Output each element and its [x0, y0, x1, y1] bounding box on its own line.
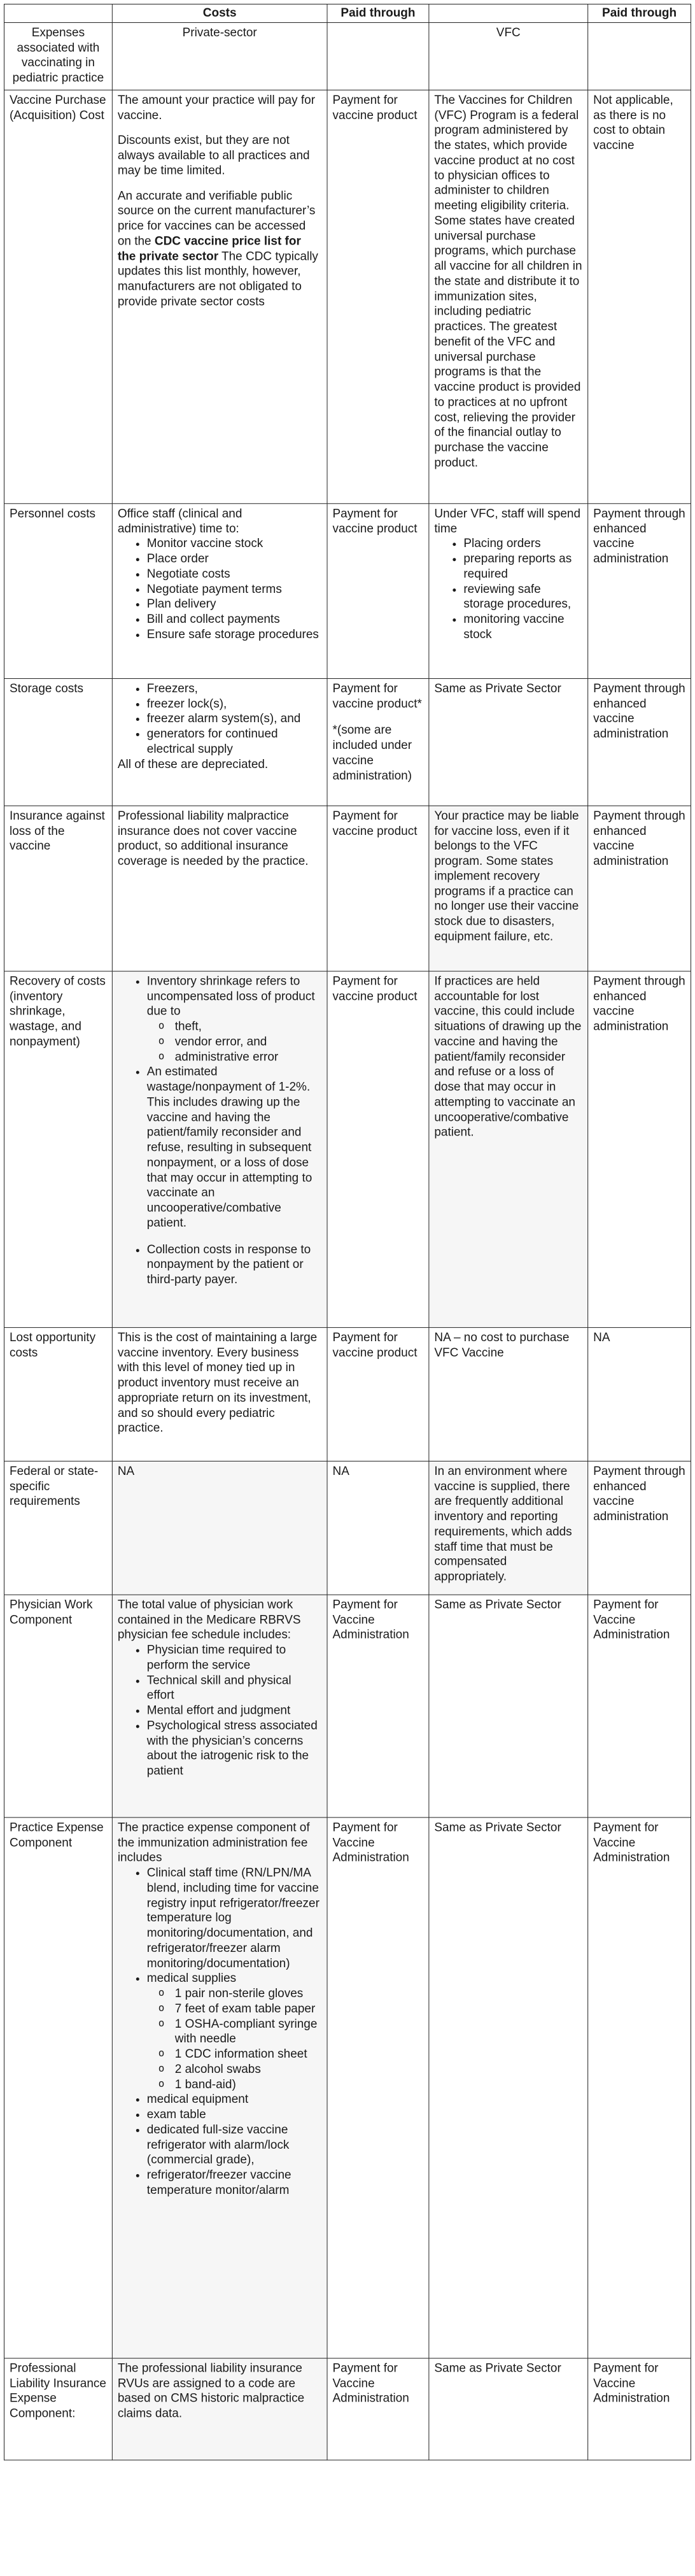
list-item: • An estimated wastage/nonpayment of 1-2%. This includes drawing up the vaccine and having the patient/family reconsider and refuse, resulting in subsequent nonpayment, or a loss of dose that may occur in attempting to vaccinate an uncooperative/combative patient.	[147, 1065, 322, 1231]
paid-vfc-cell: Payment through enhanced vaccine administration	[588, 678, 691, 806]
sub-list-item: o 1 pair non-sterile gloves	[175, 1986, 322, 2002]
row-practice-expense	[4, 1818, 691, 2358]
paragraph: Office staff (clinical and administrative) time to:	[117, 507, 242, 536]
row-professional-liability	[4, 2358, 691, 2460]
private-cell	[112, 1818, 327, 2358]
list-item	[147, 974, 322, 1064]
bullet-list	[118, 1242, 322, 1288]
row-label: Lost opportunity costs	[4, 1327, 112, 1461]
paid-private-cell: Payment for Vaccine Administration	[327, 2358, 429, 2460]
private-cell	[112, 678, 327, 806]
list-item: • reviewing safe storage procedures,	[463, 582, 582, 612]
header-private-sector: Private-sector	[112, 22, 327, 90]
private-cell	[112, 1595, 327, 1818]
bullet-list	[434, 536, 582, 642]
header-blank-2	[429, 4, 588, 22]
sub-list-item: o theft,	[175, 1020, 322, 1035]
bullet-list	[118, 1865, 322, 2198]
vfc-cell: If practices are held accountable for lost vaccine, this could include situations of drawing up the vaccine and having the patient/family reconsider and refuse or a loss of dose that may occur in attempting to vaccinate an uncooperative/combative patient.	[429, 971, 588, 1327]
paid-vfc-cell: Payment through enhanced vaccine administration	[588, 1461, 691, 1595]
sub-list-item: o 7 feet of exam table paper	[175, 2002, 322, 2017]
footnote: *(some are included under vaccine administration)	[332, 723, 412, 783]
vfc-cell: In an environment where vaccine is supplied, there are frequently additional inventory and reporting requirements, which adds staff time that must be compensated appropriately.	[429, 1461, 588, 1595]
vfc-cell: Same as Private Sector	[429, 1818, 588, 2358]
header-blank-3	[327, 22, 429, 90]
list-item: • Plan delivery	[147, 597, 322, 612]
header-blank-4	[588, 22, 691, 90]
header-paid-through-private: Paid through	[327, 4, 429, 22]
paragraph: Discounts exist, but they are not always available to all practices and may be time limited.	[117, 134, 310, 178]
bullet-list	[118, 681, 322, 757]
header-costs: Costs	[112, 4, 327, 22]
private-cell: NA	[112, 1461, 327, 1595]
sub-list-item: o 1 CDC information sheet	[175, 2047, 322, 2062]
vfc-cell: Same as Private Sector	[429, 1595, 588, 1818]
sub-list-item: o 1 band-aid)	[175, 2077, 322, 2093]
row-vaccine-purchase	[4, 90, 691, 503]
list-item: • Monitor vaccine stock	[147, 536, 322, 551]
list-item	[147, 1971, 322, 2092]
list-item: • exam table	[147, 2107, 322, 2123]
paid-vfc-cell: Payment through enhanced vaccine administration	[588, 806, 691, 971]
row-lost-opportunity	[4, 1327, 691, 1461]
list-item: • freezer alarm system(s), and	[147, 711, 322, 727]
paragraph: Payment for vaccine product*	[332, 681, 422, 711]
paragraph: Under VFC, staff will spend time	[434, 507, 581, 536]
row-label: Insurance against loss of the vaccine	[4, 806, 112, 971]
list-item: • Placing orders	[463, 536, 582, 551]
list-item: • Clinical staff time (RN/LPN/MA blend, including time for vaccine registry input refrigerator/freezer temperature log monitoring/documentation, and refrigerator/freezer alarm monitoring/documentation)	[147, 1865, 322, 1971]
list-item: • dedicated full-size vaccine refrigerator with alarm/lock (commercial grade),	[147, 2123, 322, 2168]
vfc-cell: Same as Private Sector	[429, 2358, 588, 2460]
paid-private-cell	[327, 678, 429, 806]
list-item: • monitoring vaccine stock	[463, 612, 582, 642]
row-label: Recovery of costs (inventory shrinkage, wastage, and nonpayment)	[4, 971, 112, 1327]
paragraph: All of these are depreciated.	[117, 757, 269, 771]
list-item: • Psychological stress associated with the physician’s concerns about the iatrogenic risk to the patient	[147, 1718, 322, 1779]
private-cell: Professional liability malpractice insurance does not cover vaccine product, so additional insurance coverage is needed by the practice.	[112, 806, 327, 971]
row-physician-work	[4, 1595, 691, 1818]
row-label: Professional Liability Insurance Expense Component:	[4, 2358, 112, 2460]
paid-private-cell: Payment for vaccine product	[327, 971, 429, 1327]
paid-private-cell: NA	[327, 1461, 429, 1595]
paid-vfc-cell: Payment for Vaccine Administration	[588, 1595, 691, 1818]
paid-private-cell: Payment for vaccine product	[327, 90, 429, 503]
sub-list	[147, 1986, 322, 2092]
paid-vfc-cell: Payment for Vaccine Administration	[588, 1818, 691, 2358]
bullet-list	[118, 1643, 322, 1779]
list-item: • Negotiate payment terms	[147, 582, 322, 597]
header-row-2	[4, 22, 691, 90]
bullet-list	[118, 536, 322, 642]
list-item: • Bill and collect payments	[147, 612, 322, 627]
list-item: • medical equipment	[147, 2092, 322, 2107]
header-row-1	[4, 4, 691, 22]
private-cell	[112, 971, 327, 1327]
sub-list-item: o vendor error, and	[175, 1034, 322, 1050]
private-cell: This is the cost of maintaining a large vaccine inventory. Every business with this level of money tied up in product inventory must receive an appropriate return on its investment, and so should every pediatric practice.	[112, 1327, 327, 1461]
row-recovery-of-costs	[4, 971, 691, 1327]
row-label: Federal or state-specific requirements	[4, 1461, 112, 1595]
paragraph: The practice expense component of the immunization administration fee includes	[117, 1821, 310, 1865]
row-label: Vaccine Purchase (Acquisition) Cost	[4, 90, 112, 503]
list-item: • Mental effort and judgment	[147, 1704, 322, 1719]
list-item-text: Inventory shrinkage refers to uncompensated loss of product due to	[146, 974, 315, 1018]
vfc-cell: The Vaccines for Children (VFC) Program is a federal program administered by the states, which provide vaccine product at no cost to physician offices to administer to children meeting eligibility criteria. Some states have created universal purchase programs, which purchase all vaccine for all children in the state and distribute it to immunization sites, including pediatric practices. The greatest benefit of the VFC and universal purchase programs is that the vaccine product is provided to practices at no upfront cost, relieving the provider of the financial outlay to purchase the vaccine product.	[429, 90, 588, 503]
private-cell: The professional liability insurance RVUs are assigned to a code are based on CMS historic malpractice claims data.	[112, 2358, 327, 2460]
paid-vfc-cell: Not applicable, as there is no cost to obtain vaccine	[588, 90, 691, 503]
paid-private-cell: Payment for Vaccine Administration	[327, 1818, 429, 2358]
vfc-cell: Your practice may be liable for vaccine loss, even if it belongs to the VFC program. Some states implement recovery programs if a practice can no longer use their vaccine stock due to disasters, equipment failure, etc.	[429, 806, 588, 971]
paragraph: The total value of physician work contained in the Medicare RBRVS physician fee schedule includes:	[117, 1598, 301, 1642]
vfc-cell: NA – no cost to purchase VFC Vaccine	[429, 1327, 588, 1461]
list-item: • Place order	[147, 551, 322, 567]
paid-private-cell: Payment for vaccine product	[327, 806, 429, 971]
list-item: • Collection costs in response to nonpayment by the patient or third-party payer.	[147, 1242, 322, 1288]
paragraph	[118, 189, 322, 310]
list-item-text: medical supplies	[146, 1972, 237, 1986]
header-paid-through-vfc: Paid through	[588, 4, 691, 22]
sub-list-item: o 2 alcohol swabs	[175, 2062, 322, 2077]
header-blank	[4, 4, 112, 22]
cdc-price-list-link[interactable]: CDC vaccine price list for the private sector	[117, 234, 301, 264]
list-item: • generators for continued electrical supply	[147, 727, 322, 757]
row-personnel-costs	[4, 504, 691, 679]
paid-vfc-cell: Payment through enhanced vaccine administration	[588, 504, 691, 679]
row-label: Physician Work Component	[4, 1595, 112, 1818]
sub-list-item: o 1 OSHA-compliant syringe with needle	[175, 2017, 322, 2047]
paid-private-cell: Payment for vaccine product	[327, 1327, 429, 1461]
bullet-list	[118, 974, 322, 1230]
header-vfc: VFC	[429, 22, 588, 90]
paid-vfc-cell: Payment through enhanced vaccine administration	[588, 971, 691, 1327]
header-expenses: Expenses associated with vaccinating in pediatric practice	[4, 22, 112, 90]
list-item: • Physician time required to perform the service	[147, 1643, 322, 1673]
vfc-cell	[429, 504, 588, 679]
row-label: Practice Expense Component	[4, 1818, 112, 2358]
list-item: • Freezers,	[147, 681, 322, 697]
paid-vfc-cell: NA	[588, 1327, 691, 1461]
list-item: • preparing reports as required	[463, 551, 582, 581]
list-item: • refrigerator/freezer vaccine temperature monitor/alarm	[147, 2168, 322, 2198]
row-insurance	[4, 806, 691, 971]
vaccine-costs-table	[4, 4, 691, 2460]
paid-vfc-cell: Payment for Vaccine Administration	[588, 2358, 691, 2460]
text-run: An accurate and verifiable public source on the current manufacturer’s price for vaccines can be accessed on the	[117, 189, 316, 248]
list-item: • Ensure safe storage procedures	[147, 627, 322, 643]
list-item: • Technical skill and physical effort	[147, 1673, 322, 1703]
private-cell	[112, 504, 327, 679]
paid-private-cell: Payment for Vaccine Administration	[327, 1595, 429, 1818]
sub-list	[147, 1020, 322, 1065]
row-storage-costs	[4, 678, 691, 806]
text-run: The CDC typically updates this list monthly, however, manufacturers are not obligated to provide private sector costs	[117, 250, 318, 309]
row-label: Storage costs	[4, 678, 112, 806]
list-item: • Negotiate costs	[147, 567, 322, 582]
paid-private-cell: Payment for vaccine product	[327, 504, 429, 679]
vfc-cell: Same as Private Sector	[429, 678, 588, 806]
sub-list-item: o administrative error	[175, 1050, 322, 1065]
row-federal-state	[4, 1461, 691, 1595]
private-cell	[112, 90, 327, 503]
list-item: • freezer lock(s),	[147, 696, 322, 711]
row-label: Personnel costs	[4, 504, 112, 679]
paragraph: The amount your practice will pay for vaccine.	[117, 93, 316, 122]
